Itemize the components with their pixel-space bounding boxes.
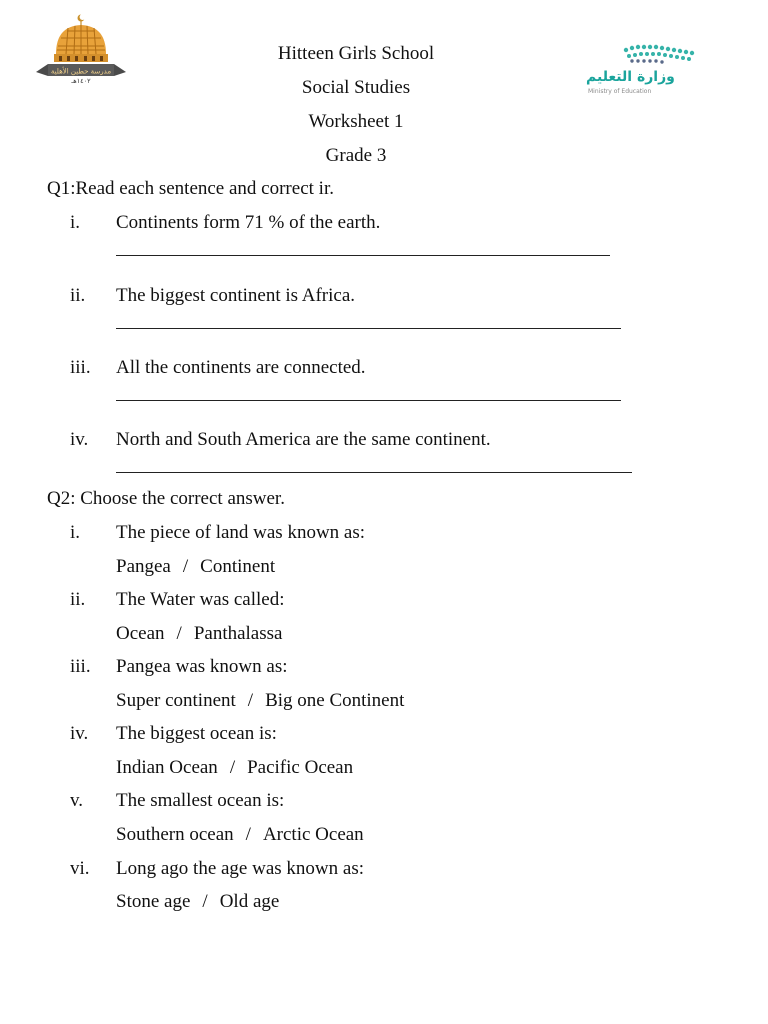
option-b[interactable]: Big one Continent	[265, 690, 405, 711]
answer-options	[116, 757, 353, 779]
option-a[interactable]: Stone age	[116, 891, 191, 912]
answer-options	[116, 623, 282, 645]
q1-title: Q1:Read each sentence and correct ir.	[47, 178, 334, 199]
ministry-english-name: Ministry of Education	[588, 88, 652, 95]
item-number: vi.	[70, 858, 90, 879]
option-a[interactable]: Pangea	[116, 556, 171, 577]
answer-line[interactable]	[116, 328, 621, 329]
item-number: iv.	[70, 429, 89, 450]
option-a[interactable]: Ocean	[116, 623, 165, 644]
question-text: Pangea was known as:	[116, 656, 288, 677]
item-number: iv.	[70, 723, 89, 744]
option-separator: /	[229, 757, 236, 778]
question-text: The biggest ocean is:	[116, 723, 277, 744]
subject-title: Social Studies	[301, 77, 411, 98]
item-number: ii.	[70, 285, 86, 306]
sentence-text: The biggest continent is Africa.	[116, 285, 356, 306]
answer-options	[116, 824, 364, 846]
question-text: The smallest ocean is:	[116, 790, 285, 811]
item-number: i.	[70, 522, 81, 543]
sentence-text: Continents form 71 % of the earth.	[116, 212, 381, 233]
school-name: Hitteen Girls School	[277, 43, 435, 64]
question-text: The Water was called:	[116, 589, 285, 610]
grade-label: Grade 3	[325, 145, 387, 166]
option-separator: /	[247, 690, 254, 711]
option-separator: /	[202, 891, 208, 912]
option-separator: /	[182, 556, 189, 577]
item-number: v.	[70, 790, 84, 811]
answer-line[interactable]	[116, 255, 610, 256]
ministry-arabic-name: وزارة التعليم	[586, 69, 675, 85]
item-number: iii.	[70, 357, 91, 378]
worksheet-title: Worksheet 1	[308, 111, 404, 132]
option-a[interactable]: Indian Ocean	[116, 757, 218, 778]
option-a[interactable]: Southern ocean	[116, 824, 234, 845]
option-b[interactable]: Pacific Ocean	[247, 757, 354, 778]
question-text: The piece of land was known as:	[116, 522, 366, 543]
option-b[interactable]: Continent	[200, 556, 276, 577]
sentence-text: North and South America are the same continent.	[116, 429, 491, 450]
q2-title: Q2: Choose the correct answer.	[47, 488, 285, 509]
option-b[interactable]: Panthalassa	[193, 623, 283, 644]
answer-options	[116, 556, 275, 578]
answer-options	[116, 690, 404, 712]
item-number: iii.	[70, 656, 91, 677]
option-separator: /	[176, 623, 182, 644]
option-b[interactable]: Old age	[219, 891, 280, 912]
question-text: Long ago the age was known as:	[116, 858, 364, 879]
option-b[interactable]: Arctic Ocean	[262, 824, 364, 845]
answer-line[interactable]	[116, 400, 621, 401]
item-number: ii.	[70, 589, 86, 610]
option-separator: /	[245, 824, 251, 845]
answer-line[interactable]	[116, 472, 632, 473]
logo-year-text: ١٤٠٢هـ	[71, 77, 91, 84]
option-a[interactable]: Super continent	[116, 690, 236, 711]
item-number: i.	[70, 212, 81, 233]
sentence-text: All the continents are connected.	[116, 357, 366, 378]
logo-ribbon-text: مدرسة حطين الأهلية	[50, 67, 112, 76]
answer-options	[116, 891, 279, 913]
